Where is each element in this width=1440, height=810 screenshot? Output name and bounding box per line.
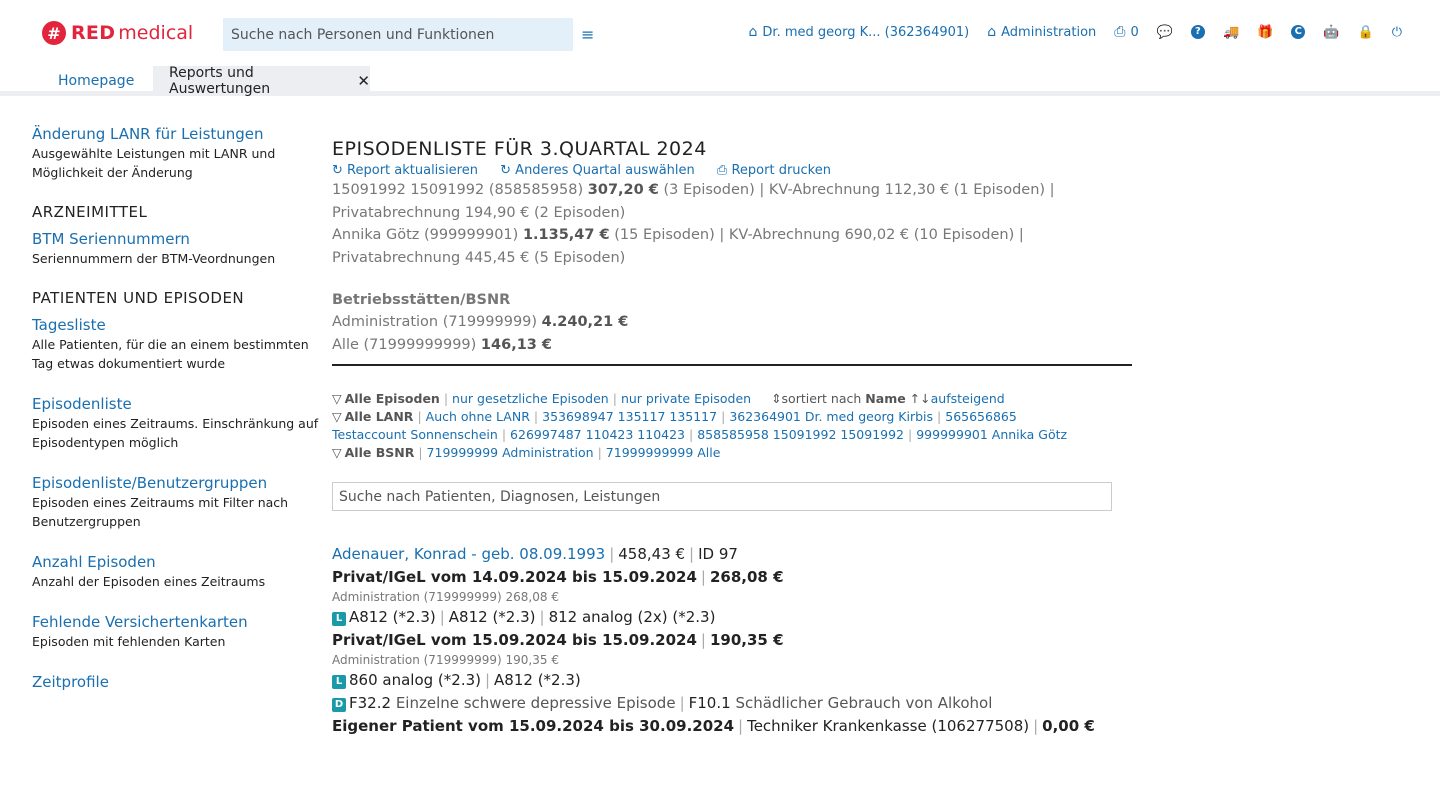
patient-id: ID 97 <box>698 545 738 563</box>
sidebar-item-versichertenkarten[interactable]: Fehlende Versichertenkarten <box>32 613 248 631</box>
tab-homepage[interactable] <box>58 66 134 96</box>
episode-sub: Administration (719999999) 268,08 € <box>332 590 559 604</box>
help-icon[interactable]: ? <box>1191 25 1205 39</box>
patient-total: 458,43 € <box>618 545 686 563</box>
diagnosis-text: Einzelne schwere depressive Episode <box>395 694 676 712</box>
gift-icon[interactable]: 🎁 <box>1257 24 1274 40</box>
print-queue[interactable] <box>1114 24 1138 40</box>
bsnr-amount: 4.240,21 € <box>541 314 629 330</box>
sidebar-item-anzahl[interactable]: Anzahl Episoden <box>32 553 156 571</box>
printer-icon: ⎙ <box>1114 24 1126 40</box>
summary-detail: (3 Episoden) | KV-Abrechnung 112,30 € (1 Episoden) | Privatabrechnung 194,90 € (2 Episoden) <box>332 182 1055 221</box>
user-label: Dr. med georg K... (362364901) <box>762 24 970 40</box>
sort-direction-toggle[interactable]: aufsteigend <box>930 391 1005 406</box>
copyright-icon[interactable]: C <box>1291 25 1305 39</box>
robot-icon[interactable]: 🤖 <box>1323 24 1340 40</box>
bsnr-amount: 146,13 € <box>480 336 553 353</box>
print-count: 0 <box>1130 24 1139 40</box>
filter-lanr-option[interactable]: 565656865 Testaccount Sonnenschein <box>332 409 1017 442</box>
top-bar <box>0 0 1440 66</box>
print-report-button[interactable] <box>717 163 831 178</box>
close-icon[interactable]: ✕ <box>357 72 370 90</box>
summary-detail: (15 Episoden) | KV-Abrechnung 690,02 € (10 Episoden) | Privatabrechnung 445,45 € (5 Episoden) <box>332 227 1024 266</box>
summary-amount: 307,20 € <box>587 182 659 198</box>
diagnosis-code: F32.2 <box>349 694 392 712</box>
user-switch[interactable] <box>749 24 970 40</box>
sidebar-item-btm[interactable]: BTM Seriennummern <box>32 230 190 248</box>
episode-title: Eigener Patient vom 15.09.2024 bis 30.09.2024 <box>332 717 735 735</box>
sidebar-item-lanr[interactable]: Änderung LANR für Leistungen <box>32 125 264 143</box>
sort-asc-icon: ↑↓ <box>909 391 931 406</box>
episode-sub: Administration (719999999) 190,35 € <box>332 653 559 667</box>
diagnosis-row: D F32.2 Einzelne schwere depressive Episode | F10.1 Schädlicher Gebrauch von Alkohol <box>332 692 1232 715</box>
tab-reports[interactable] <box>153 66 370 96</box>
admin-switch[interactable] <box>987 24 1096 40</box>
sidebar-item-benutzergruppen[interactable]: Episodenliste/Benutzergruppen <box>32 474 268 492</box>
action-label: Report aktualisieren <box>347 163 478 178</box>
sidebar-item-episodenliste[interactable]: Episodenliste <box>32 395 132 413</box>
filter-icon: ▽ <box>332 445 342 460</box>
filter-bsnr-option[interactable]: 71999999999 Alle <box>605 445 721 460</box>
tab-label: Homepage <box>58 73 135 89</box>
summary-doctor-2 <box>332 224 1132 269</box>
episode-row: Privat/IGeL vom 15.09.2024 bis 15.09.2024 | 190,35 € <box>332 631 784 649</box>
filter-lanr-option[interactable]: Auch ohne LANR <box>425 409 530 424</box>
refresh-report-button[interactable] <box>332 163 478 178</box>
sidebar-item-desc: Ausgewählte Leistungen mit LANR und Möglichkeit der Änderung <box>32 146 276 180</box>
episode-row: Eigener Patient vom 15.09.2024 bis 30.09.2024 | Techniker Krankenkasse (106277508) | 0,00 € <box>332 717 1095 735</box>
filter-lanr-option[interactable]: 858585958 15091992 15091992 <box>697 427 905 442</box>
truck-icon[interactable]: 🚚 <box>1222 24 1240 40</box>
chat-icon[interactable]: 💬 <box>1156 24 1173 40</box>
filters <box>332 390 1092 462</box>
service-badge: L <box>332 612 346 626</box>
report-actions <box>332 162 1132 179</box>
episode-amount: 190,35 € <box>709 631 784 649</box>
home-icon: ⌂ <box>987 24 997 40</box>
sidebar-item-desc: Episoden eines Zeitraums mit Filter nach Benutzergruppen <box>32 495 289 529</box>
filter-icon: ▽ <box>332 391 342 406</box>
episode-amount: 268,08 € <box>709 568 784 586</box>
sidebar-item-desc: Episoden eines Zeitraums. Einschränkung auf Episodentypen möglich <box>32 416 319 450</box>
filter-all-lanr[interactable]: Alle LANR <box>344 409 414 424</box>
sidebar-item-desc: Seriennummern der BTM-Veordnungen <box>32 251 276 266</box>
filter-lanr-option[interactable]: 362364901 Dr. med georg Kirbis <box>729 409 934 424</box>
episode-title: Privat/IGeL vom 15.09.2024 bis 15.09.2024 <box>332 631 697 649</box>
diagnosis-code: F10.1 <box>688 694 731 712</box>
change-quarter-button[interactable] <box>500 163 695 178</box>
diagnosis-badge: D <box>332 698 346 712</box>
services-row: L 860 analog (*2.3) | A812 (*2.3) <box>332 669 1232 692</box>
filter-bsnr-option[interactable]: 719999999 Administration <box>426 445 594 460</box>
admin-label: Administration <box>1001 24 1097 40</box>
service-badge: L <box>332 675 346 689</box>
home-icon: ⌂ <box>748 24 758 40</box>
service-code: A812 (*2.3) <box>494 671 581 689</box>
filter-all-bsnr[interactable]: Alle BSNR <box>344 445 415 460</box>
service-code: 812 analog (2x) (*2.3) <box>548 608 716 626</box>
main-content <box>332 138 1132 738</box>
menu-icon[interactable]: ≡ <box>581 25 595 44</box>
filter-statutory[interactable]: nur gesetzliche Episoden <box>452 391 609 406</box>
section-heading: ARZNEIMITTEL <box>32 203 148 221</box>
power-icon[interactable]: ⏻ <box>1391 24 1402 40</box>
refresh-icon: ↻ <box>332 163 343 178</box>
patient-search-input[interactable] <box>332 482 1112 511</box>
episode-row: Privat/IGeL vom 14.09.2024 bis 15.09.2024 | 268,08 € <box>332 568 784 586</box>
filter-lanr: ▽ Alle LANR | Auch ohne LANR | 353698947 135117 135117 | 362364901 Dr. med georg Kirbis | 565656865 Testaccount Sonnenschein | 626997487 110423 110423 | 858585958 15091992 15091992 | 999999901 Annika Götz <box>332 409 1068 442</box>
tab-label: Reports und Auswertungen <box>169 65 271 97</box>
bsnr-row-2 <box>332 334 1132 357</box>
sort-prefix: sortiert nach <box>781 391 862 406</box>
summary-doctor-1 <box>332 179 1132 224</box>
bsnr-row-1 <box>332 311 1132 334</box>
filter-lanr-option[interactable]: 999999901 Annika Götz <box>916 427 1068 442</box>
sidebar-item-desc: Anzahl der Episoden eines Zeitraums <box>32 574 266 589</box>
service-code: 860 analog (*2.3) <box>349 671 481 689</box>
printer-icon: ⎙ <box>716 163 728 178</box>
episode-title: Privat/IGeL vom 14.09.2024 bis 15.09.2024 <box>332 568 697 586</box>
section-heading: PATIENTEN UND EPISODEN <box>32 289 245 307</box>
filter-bsnr: ▽ Alle BSNR | 719999999 Administration | 71999999999 Alle <box>332 445 721 460</box>
filter-lanr-option[interactable]: 353698947 135117 135117 <box>542 409 718 424</box>
summary-name: 15091992 15091992 (858585958) <box>332 182 584 198</box>
logo-text-light: medical <box>118 22 194 44</box>
action-label: Report drucken <box>731 163 831 178</box>
bsnr-name: Administration (719999999) <box>332 314 538 330</box>
bsnr-heading: Betriebsstätten/BSNR <box>332 292 511 308</box>
logo-mark: # <box>42 21 66 45</box>
sidebar <box>32 124 322 713</box>
summary-amount: 1.135,47 € <box>522 227 610 243</box>
filter-lanr-option[interactable]: 626997487 110423 110423 <box>510 427 686 442</box>
episode-amount: 0,00 € <box>1042 717 1095 735</box>
patient-link[interactable]: Adenauer, Konrad - geb. 08.09.1993 <box>332 545 606 563</box>
filter-episodes: ▽ Alle Episoden | nur gesetzliche Episoden | nur private Episoden ⇕sortiert nach Name ↑↓aufsteigend <box>332 391 1005 406</box>
services-row: L A812 (*2.3) | A812 (*2.3) | 812 analog (2x) (*2.3) <box>332 606 1232 629</box>
service-code: A812 (*2.3) <box>349 608 436 626</box>
lock-icon[interactable]: 🔒 <box>1357 24 1374 40</box>
sort-icon: ⇕ <box>771 391 782 406</box>
logo-text-bold: RED <box>71 22 116 44</box>
sidebar-item-tagesliste[interactable]: Tagesliste <box>32 316 106 334</box>
logo[interactable] <box>42 21 193 45</box>
diagnosis-text: Schädlicher Gebrauch von Alkohol <box>735 694 993 712</box>
sidebar-item-desc: Episoden mit fehlenden Karten <box>32 634 226 649</box>
patient-row: Adenauer, Konrad - geb. 08.09.1993 | 458,43 € | ID 97 <box>332 545 738 563</box>
service-code: A812 (*2.3) <box>448 608 536 626</box>
sort-key: Name <box>865 391 906 406</box>
filter-icon: ▽ <box>332 409 342 424</box>
filter-all-episodes[interactable]: Alle Episoden <box>344 391 440 406</box>
page-title: EPISODENLISTE FÜR 3.QUARTAL 2024 <box>332 138 707 160</box>
action-label: Anderes Quartal auswählen <box>515 163 695 178</box>
tab-bar <box>0 66 1440 96</box>
global-search-input[interactable] <box>223 18 573 51</box>
sidebar-item-zeitprofile[interactable]: Zeitprofile <box>32 673 109 691</box>
results-list <box>332 543 1232 738</box>
sidebar-item-desc: Alle Patienten, für die an einem bestimmten Tag etwas dokumentiert wurde <box>32 337 309 371</box>
episode-insurer: Techniker Krankenkasse (106277508) <box>747 717 1030 735</box>
bsnr-name: Alle (71999999999) <box>332 336 477 353</box>
summary-name: Annika Götz (999999901) <box>332 227 519 243</box>
refresh-icon: ↻ <box>500 163 512 178</box>
header-actions <box>731 24 1402 40</box>
filter-private[interactable]: nur private Episoden <box>620 391 752 406</box>
divider <box>332 364 1132 366</box>
